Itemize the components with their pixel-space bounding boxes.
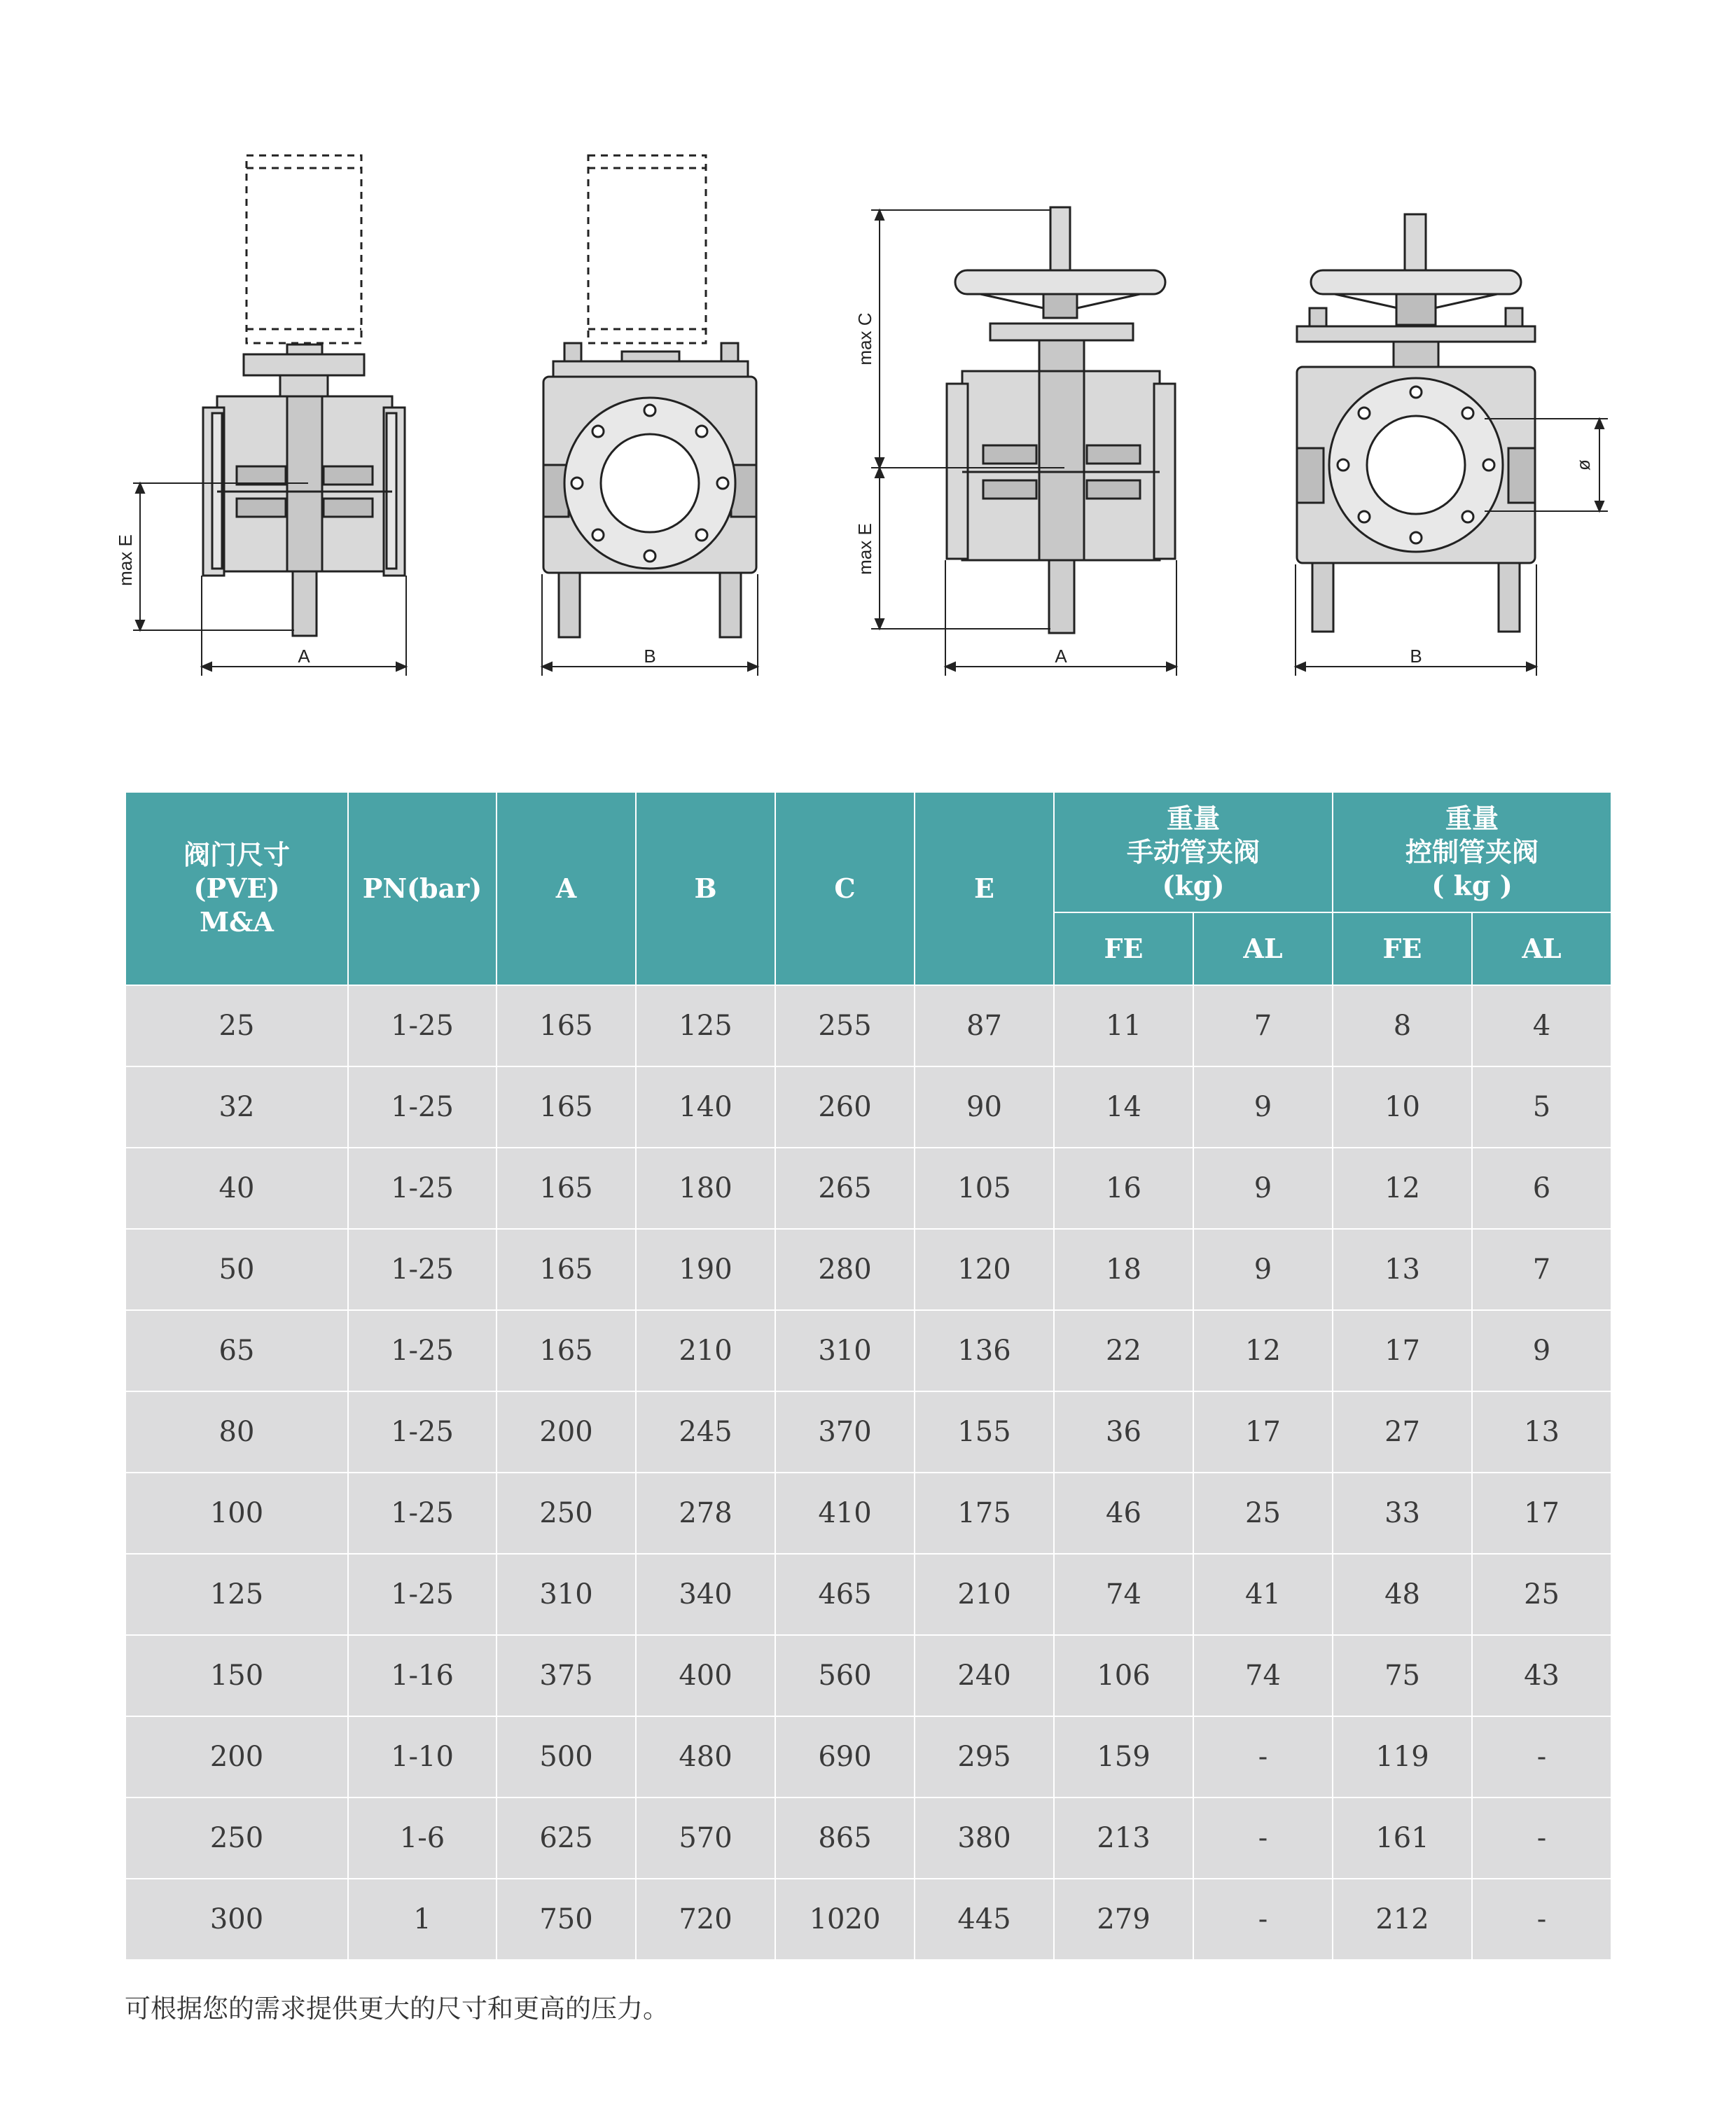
table-cell: 32 [125, 1066, 348, 1148]
table-cell: 175 [915, 1473, 1054, 1554]
table-cell: 300 [125, 1879, 348, 1960]
table-cell: 265 [775, 1148, 915, 1229]
table-cell: 87 [915, 985, 1054, 1066]
header-control-al: AL [1472, 912, 1611, 985]
header-manual-fe: FE [1054, 912, 1193, 985]
table-cell: 48 [1333, 1554, 1472, 1635]
table-cell: 80 [125, 1391, 348, 1473]
table-cell: 690 [775, 1716, 915, 1797]
table-cell: 255 [775, 985, 915, 1066]
table-cell: 27 [1333, 1391, 1472, 1473]
table-row [125, 1473, 1611, 1554]
table-cell: - [1472, 1716, 1611, 1797]
table-cell: 480 [636, 1716, 775, 1797]
valve-technical-drawings [0, 0, 1736, 700]
table-cell: 5 [1472, 1066, 1611, 1148]
table-cell: 165 [497, 1066, 636, 1148]
table-cell: 125 [636, 985, 775, 1066]
table-cell: 150 [125, 1635, 348, 1716]
table-cell: 1-10 [348, 1716, 497, 1797]
table-cell: 22 [1054, 1310, 1193, 1391]
table-cell: 40 [125, 1148, 348, 1229]
table-cell: 1 [348, 1879, 497, 1960]
table-cell: 120 [915, 1229, 1054, 1310]
header-e: E [915, 792, 1054, 985]
table-cell: 1-25 [348, 1066, 497, 1148]
table-cell: 1-25 [348, 1229, 497, 1310]
table-cell: 1020 [775, 1879, 915, 1960]
table-cell: 165 [497, 985, 636, 1066]
table-cell: 50 [125, 1229, 348, 1310]
table-cell: 210 [915, 1554, 1054, 1635]
table-row [125, 1879, 1611, 1960]
header-control-line1: 重量 [1445, 802, 1499, 834]
table-cell: 1-16 [348, 1635, 497, 1716]
table-cell: 295 [915, 1716, 1054, 1797]
table-cell: 625 [497, 1797, 636, 1879]
table-cell: 136 [915, 1310, 1054, 1391]
table-row [125, 1716, 1611, 1797]
header-valve-size-line2: (PVE) [193, 872, 280, 904]
table-cell: 9 [1193, 1148, 1333, 1229]
table-cell: 9 [1193, 1066, 1333, 1148]
table-cell: 25 [1472, 1554, 1611, 1635]
table-cell: - [1472, 1879, 1611, 1960]
table-cell: 380 [915, 1797, 1054, 1879]
table-cell: 165 [497, 1310, 636, 1391]
table-row [125, 1554, 1611, 1635]
table-cell: 36 [1054, 1391, 1193, 1473]
table-cell: 75 [1333, 1635, 1472, 1716]
table-cell: 65 [125, 1310, 348, 1391]
table-cell: 7 [1193, 985, 1333, 1066]
table-cell: 250 [125, 1797, 348, 1879]
table-cell: 250 [497, 1473, 636, 1554]
table-cell: - [1193, 1879, 1333, 1960]
table-cell: 1-6 [348, 1797, 497, 1879]
table-cell: 1-25 [348, 1148, 497, 1229]
header-control-line3: ( kg ) [1431, 870, 1513, 901]
table-cell: 105 [915, 1148, 1054, 1229]
table-row [125, 1797, 1611, 1879]
table-cell: 125 [125, 1554, 348, 1635]
table-cell: 10 [1333, 1066, 1472, 1148]
table-cell: 13 [1472, 1391, 1611, 1473]
table-cell: - [1472, 1797, 1611, 1879]
table-cell: 46 [1054, 1473, 1193, 1554]
table-cell: 100 [125, 1473, 348, 1554]
table-cell: 375 [497, 1635, 636, 1716]
table-cell: 13 [1333, 1229, 1472, 1310]
table-cell: 500 [497, 1716, 636, 1797]
header-pn: PN(bar) [348, 792, 497, 985]
table-row [125, 1229, 1611, 1310]
table-cell: 310 [775, 1310, 915, 1391]
header-valve-size-line1: 阀门尺寸 [183, 839, 290, 870]
dim-max-e-label-2: max E [854, 523, 875, 575]
table-cell: 41 [1193, 1554, 1333, 1635]
table-cell: 9 [1472, 1310, 1611, 1391]
table-cell: 212 [1333, 1879, 1472, 1960]
table-row [125, 1066, 1611, 1148]
table-cell: 1-25 [348, 1554, 497, 1635]
manual-front-view [1297, 214, 1535, 632]
table-cell: 260 [775, 1066, 915, 1148]
table-cell: 180 [636, 1148, 775, 1229]
table-cell: 1-25 [348, 1310, 497, 1391]
table-row [125, 985, 1611, 1066]
table-cell: 245 [636, 1391, 775, 1473]
table-row [125, 1391, 1611, 1473]
dim-a-label-1: A [298, 646, 310, 667]
table-cell: 279 [1054, 1879, 1193, 1960]
table-cell: 33 [1333, 1473, 1472, 1554]
table-cell: 106 [1054, 1635, 1193, 1716]
table-cell: 190 [636, 1229, 775, 1310]
table-cell: - [1193, 1797, 1333, 1879]
dim-b-label-2: B [1410, 646, 1422, 667]
table-cell: 278 [636, 1473, 775, 1554]
table-cell: 370 [775, 1391, 915, 1473]
header-manual-al: AL [1193, 912, 1333, 985]
table-cell: 11 [1054, 985, 1193, 1066]
table-cell: 17 [1193, 1391, 1333, 1473]
footnote: 可根据您的需求提供更大的尺寸和更高的压力。 [125, 1994, 669, 2024]
table-cell: 74 [1193, 1635, 1333, 1716]
table-cell: 8 [1333, 985, 1472, 1066]
table-cell: 25 [125, 985, 348, 1066]
header-manual-weight [1054, 792, 1333, 912]
table-cell: 12 [1333, 1148, 1472, 1229]
table-cell: 140 [636, 1066, 775, 1148]
header-valve-size-line3: M&A [200, 906, 274, 938]
header-control-fe: FE [1333, 912, 1472, 985]
table-cell: 119 [1333, 1716, 1472, 1797]
header-control-weight [1333, 792, 1611, 912]
header-manual-line3: (kg) [1162, 870, 1225, 901]
table-cell: 560 [775, 1635, 915, 1716]
table-cell: 465 [775, 1554, 915, 1635]
header-a: A [497, 792, 636, 985]
table-cell: 12 [1193, 1310, 1333, 1391]
dimension-weight-table [125, 791, 1612, 1961]
table-body [125, 985, 1611, 1960]
table-cell: 340 [636, 1554, 775, 1635]
table-cell: 159 [1054, 1716, 1193, 1797]
table-cell: 74 [1054, 1554, 1193, 1635]
dim-a-label-2: A [1055, 646, 1067, 667]
header-b: B [636, 792, 775, 985]
table-cell: 165 [497, 1148, 636, 1229]
header-valve-size [125, 792, 348, 985]
table-cell: 1-25 [348, 985, 497, 1066]
dim-diameter-label: ø [1573, 459, 1594, 471]
manual-side-view [947, 207, 1175, 633]
table-cell: 16 [1054, 1148, 1193, 1229]
table-cell: 14 [1054, 1066, 1193, 1148]
table-cell: 570 [636, 1797, 775, 1879]
table-cell: 280 [775, 1229, 915, 1310]
table-cell: 865 [775, 1797, 915, 1879]
pneumatic-front-view [543, 155, 756, 637]
table-cell: 9 [1193, 1229, 1333, 1310]
table-cell: 720 [636, 1879, 775, 1960]
table-cell: 1-25 [348, 1391, 497, 1473]
header-manual-line1: 重量 [1167, 802, 1221, 834]
table-cell: 155 [915, 1391, 1054, 1473]
table-cell: 7 [1472, 1229, 1611, 1310]
table-cell: 4 [1472, 985, 1611, 1066]
header-control-line2: 控制管夹阀 [1405, 836, 1539, 868]
table-cell: 1-25 [348, 1473, 497, 1554]
table-cell: 43 [1472, 1635, 1611, 1716]
table-cell: 90 [915, 1066, 1054, 1148]
table-cell: 213 [1054, 1797, 1193, 1879]
table-cell: 6 [1472, 1148, 1611, 1229]
table-cell: 310 [497, 1554, 636, 1635]
table-cell: 165 [497, 1229, 636, 1310]
table-cell: 18 [1054, 1229, 1193, 1310]
pneumatic-side-view [203, 155, 405, 636]
table-cell: 210 [636, 1310, 775, 1391]
table-row [125, 1310, 1611, 1391]
table-row [125, 1635, 1611, 1716]
table-cell: 17 [1472, 1473, 1611, 1554]
table-row [125, 1148, 1611, 1229]
table-cell: 17 [1333, 1310, 1472, 1391]
table-cell: 200 [125, 1716, 348, 1797]
table-cell: 750 [497, 1879, 636, 1960]
table-cell: 161 [1333, 1797, 1472, 1879]
table-cell: 400 [636, 1635, 775, 1716]
table-cell: 240 [915, 1635, 1054, 1716]
dim-b-label-1: B [644, 646, 656, 667]
table-cell: 200 [497, 1391, 636, 1473]
table-cell: 445 [915, 1879, 1054, 1960]
header-c: C [775, 792, 915, 985]
dim-max-c-label: max C [854, 312, 875, 366]
table-cell: 410 [775, 1473, 915, 1554]
header-manual-line2: 手动管夹阀 [1127, 836, 1261, 868]
table-cell: 25 [1193, 1473, 1333, 1554]
dim-max-e-label-1: max E [115, 534, 136, 586]
table-cell: - [1193, 1716, 1333, 1797]
